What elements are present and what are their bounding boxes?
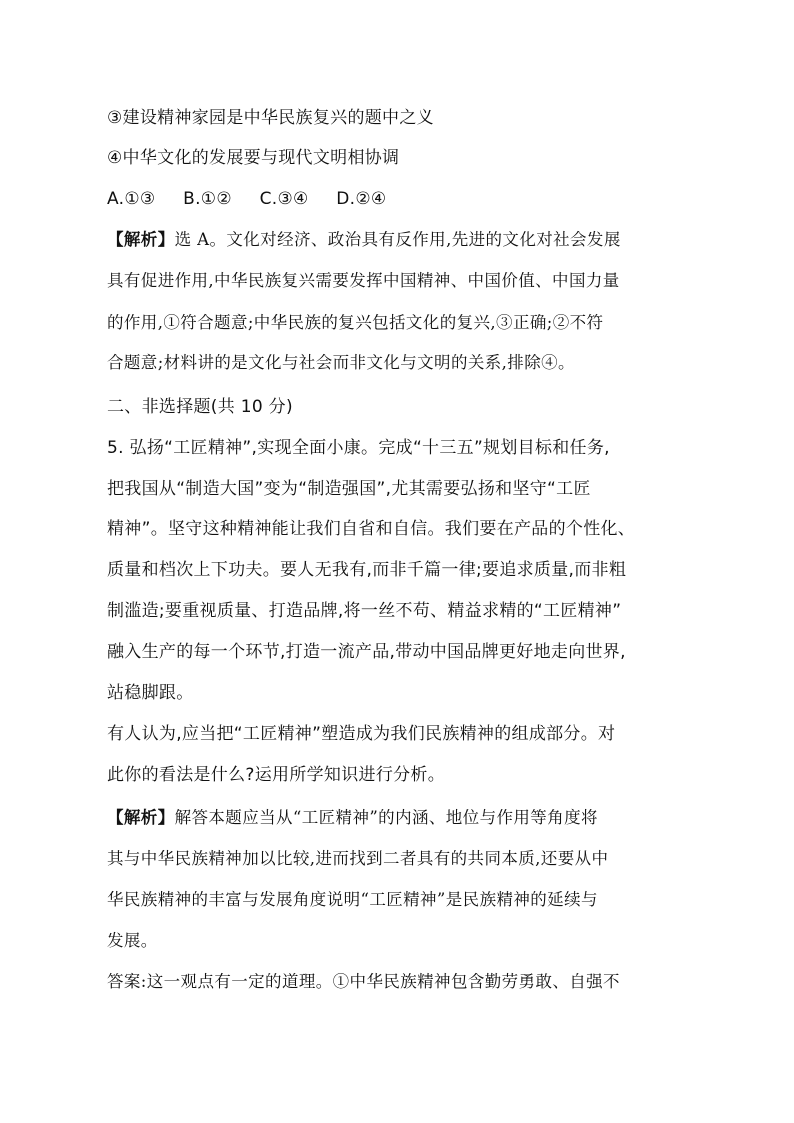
choice-a: A.①③ xyxy=(107,189,156,209)
option-line-4: ④中华文化的发展要与现代文明相协调 xyxy=(107,148,400,168)
choice-b: B.①② xyxy=(183,189,232,209)
analysis-tag: 【解析】 xyxy=(107,808,175,827)
answer-choices xyxy=(107,189,687,209)
option-line-3: ③建设精神家园是中华民族复兴的题中之义 xyxy=(107,108,434,128)
analysis-1-line-2: 具有促进作用,中华民族复兴需要发挥中国精神、中国价值、中国力量 xyxy=(107,271,620,290)
analysis-text: 解答本题应当从“工匠精神”的内涵、地位与作用等角度将 xyxy=(174,808,598,827)
question-5-line-7: 站稳脚跟。 xyxy=(107,683,194,703)
analysis-1-line-1 xyxy=(107,230,687,250)
question-5-ask-line-1: 有人认为,应当把“工匠精神”塑造成为我们民族精神的组成部分。对 xyxy=(107,724,616,744)
analysis-2-line-1 xyxy=(107,808,687,828)
section-heading: 二、非选择题(共 10 分) xyxy=(107,397,293,417)
analysis-tag: 【解析】 xyxy=(107,230,175,249)
analysis-text: 选 A。文化对经济、政治具有反作用,先进的文化对社会发展 xyxy=(174,230,621,249)
analysis-1-line-4: 合题意;材料讲的是文化与社会而非文化与文明的关系,排除④。 xyxy=(107,353,575,372)
analysis-2-line-3: 华民族精神的丰富与发展角度说明“工匠精神”是民族精神的延续与 xyxy=(107,890,598,909)
choice-d: D.②④ xyxy=(336,189,387,209)
question-5-line-5: 制滥造;要重视质量、打造品牌,将一丝不苟、精益求精的“工匠精神” xyxy=(107,601,622,621)
question-5-line-4: 质量和档次上下功夫。要人无我有,而非千篇一律;要追求质量,而非粗 xyxy=(107,560,627,580)
analysis-1-line-3: 的作用,①符合题意;中华民族的复兴包括文化的复兴,③正确;②不符 xyxy=(107,313,604,332)
question-5-line-6: 融入生产的每一个环节,打造一流产品,带动中国品牌更好地走向世界, xyxy=(107,642,626,662)
analysis-2-line-4: 发展。 xyxy=(107,931,158,950)
answer-line: 答案:这一观点有一定的道理。①中华民族精神包含勤劳勇敢、自强不 xyxy=(107,972,620,991)
question-5-line-1: 5. 弘扬“工匠精神”,实现全面小康。完成“十三五”规划目标和任务, xyxy=(107,438,610,458)
choice-c: C.③④ xyxy=(259,189,309,209)
question-5-line-2: 把我国从“制造大国”变为“制造强国”,尤其需要弘扬和坚守“工匠 xyxy=(107,479,591,499)
question-5-ask-line-2: 此你的看法是什么?运用所学知识进行分析。 xyxy=(107,765,446,785)
question-5-line-3: 精神”。坚守这种精神能让我们自省和自信。我们要在产品的个性化、 xyxy=(107,519,636,539)
analysis-2-line-2: 其与中华民族精神加以比较,进而找到二者具有的共同本质,还要从中 xyxy=(107,849,609,868)
